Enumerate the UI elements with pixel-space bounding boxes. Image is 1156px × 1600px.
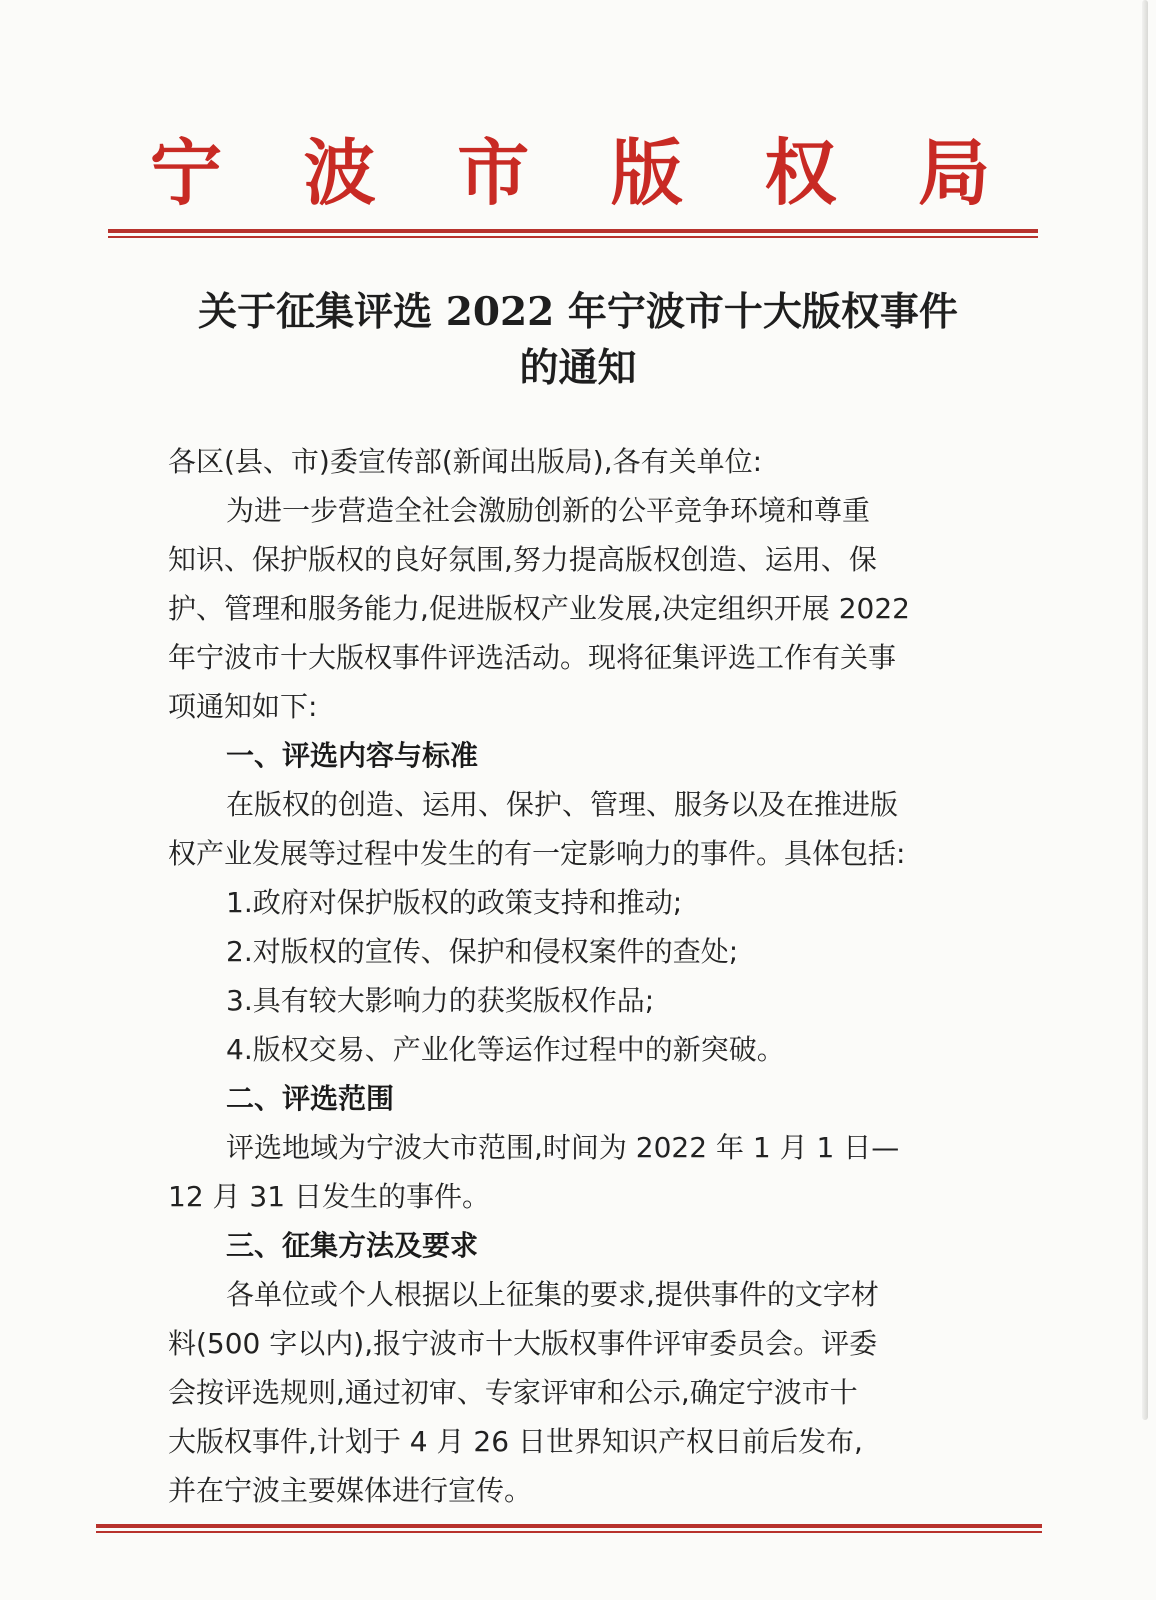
paragraph-line: 年宁波市十大版权事件评选活动。现将征集评选工作有关事 [168, 641, 897, 674]
title-line-1: 关于征集评选 2022 年宁波市十大版权事件 [198, 289, 958, 335]
scan-edge-shadow [1142, 0, 1148, 1420]
paragraph-line: 并在宁波主要媒体进行宣传。 [168, 1474, 533, 1507]
list-item: 2.对版权的宣传、保护和侵权案件的查处; [226, 935, 739, 968]
footer-red-rule [96, 1524, 1042, 1533]
section-heading: 一、评选内容与标准 [226, 739, 479, 772]
paragraph-line: 会按评选规则,通过初审、专家评审和公示,确定宁波市十 [168, 1376, 858, 1409]
section-heading: 三、征集方法及要求 [226, 1229, 479, 1262]
list-item: 3.具有较大影响力的获奖版权作品; [226, 984, 655, 1017]
agency-letterhead [150, 128, 990, 218]
section-heading: 二、评选范围 [226, 1082, 395, 1115]
paragraph-line: 项通知如下: [168, 690, 318, 723]
paragraph-line: 评选地域为宁波大市范围,时间为 2022 年 1 月 1 日— [226, 1131, 900, 1164]
paragraph-line: 料(500 字以内),报宁波市十大版权事件评审委员会。评委 [168, 1327, 878, 1360]
salutation: 各区(县、市)委宣传部(新闻出版局),各有关单位: [168, 445, 763, 478]
title-line-2: 的通知 [519, 345, 637, 391]
paragraph-line: 护、管理和服务能力,促进版权产业发展,决定组织开展 2022 [168, 592, 910, 625]
document-body [168, 437, 1008, 1515]
letterhead-char: 市 [457, 130, 530, 215]
letterhead-char: 版 [610, 130, 683, 215]
letterhead-char: 宁 [150, 130, 223, 215]
paragraph-line: 12 月 31 日发生的事件。 [168, 1180, 490, 1213]
paragraph-line: 在版权的创造、运用、保护、管理、服务以及在推进版 [226, 788, 899, 821]
paragraph-line: 各单位或个人根据以上征集的要求,提供事件的文字材 [226, 1278, 879, 1311]
paragraph-line: 大版权事件,计划于 4 月 26 日世界知识产权日前后发布, [168, 1425, 863, 1458]
letterhead-red-rule [108, 229, 1038, 238]
paragraph-line: 权产业发展等过程中发生的有一定影响力的事件。具体包括: [168, 837, 906, 870]
letterhead-char: 局 [917, 130, 990, 215]
paragraph-line: 为进一步营造全社会激励创新的公平竞争环境和尊重 [226, 494, 871, 527]
list-item: 1.政府对保护版权的政策支持和推动; [226, 886, 683, 919]
list-item: 4.版权交易、产业化等运作过程中的新突破。 [226, 1033, 785, 1066]
letterhead-char: 波 [303, 130, 376, 215]
letterhead-char: 权 [764, 130, 837, 215]
paragraph-line: 知识、保护版权的良好氛围,努力提高版权创造、运用、保 [168, 543, 877, 576]
document-title [150, 284, 1006, 396]
